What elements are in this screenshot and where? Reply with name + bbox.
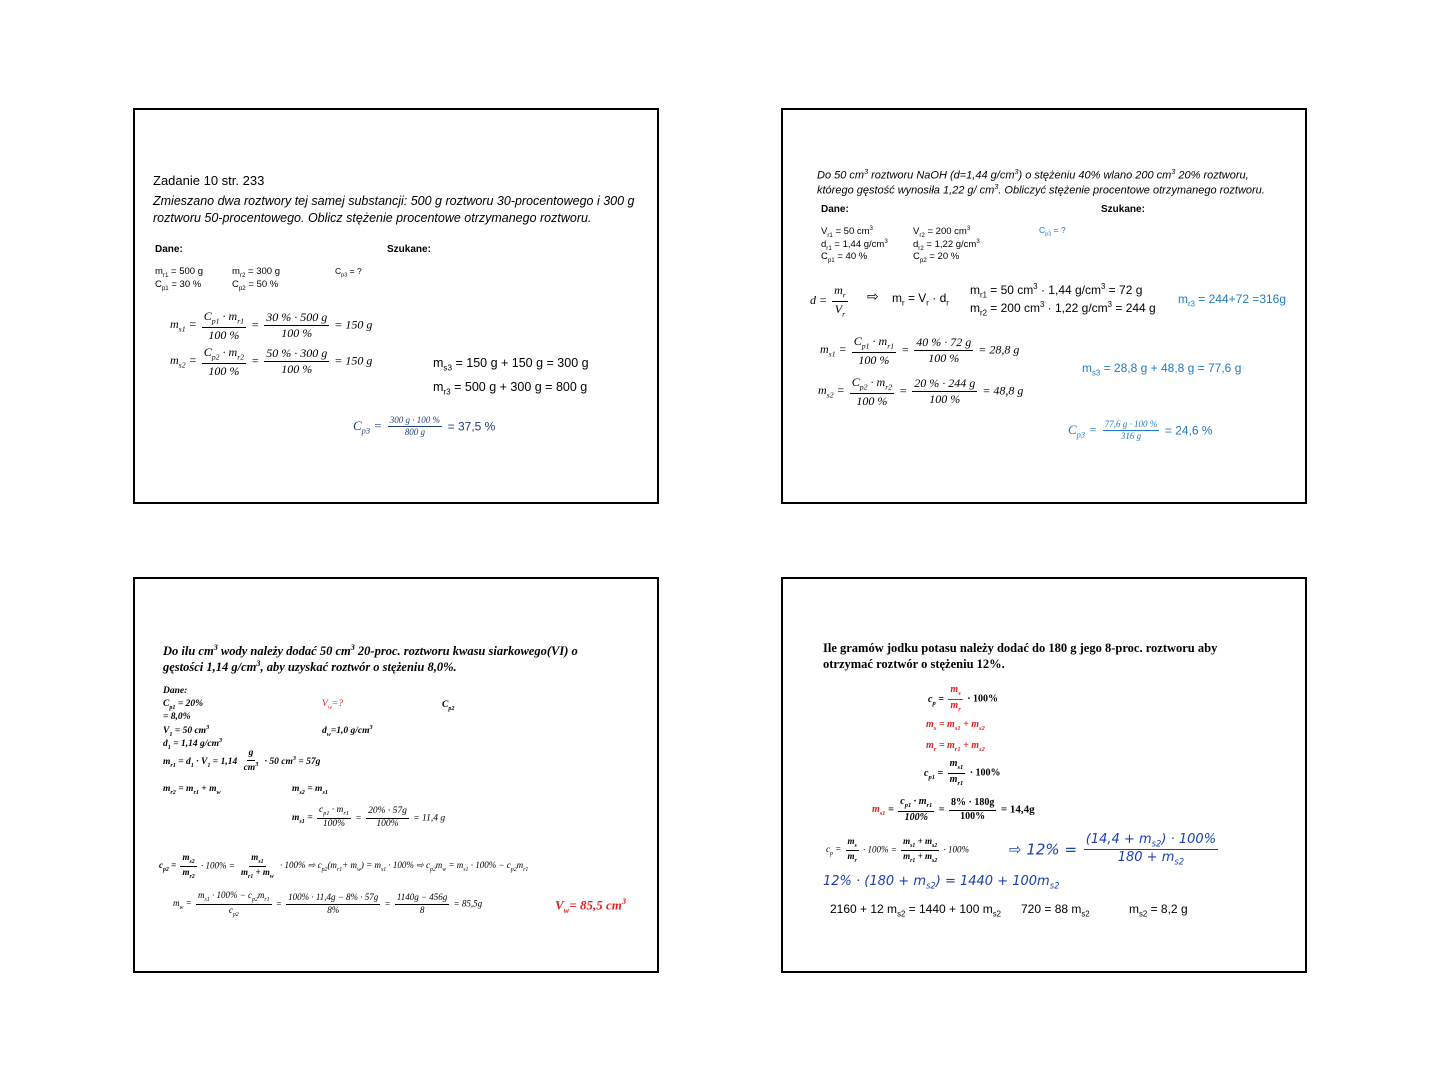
fraction [898, 797, 934, 823]
equation-part: · 100% = [200, 860, 235, 871]
equation-part: · 50 $cm^3 = 57g$ [264, 755, 321, 767]
equation-result: = 48,8 g [982, 383, 1024, 398]
equation-result: = 150 g [334, 353, 373, 368]
fraction-numerator: $m_{s2}$ [180, 853, 196, 867]
slide4-mr-sum: $m_r = m_{r1} + m_{s2}$ [926, 740, 985, 753]
fraction [846, 837, 859, 864]
slide4-handwritten-equation [1009, 833, 1220, 867]
slide2-cp3-equation [1068, 420, 1213, 442]
slide2-vr2: $V_{r2} = 200$ $cm^3$ [913, 225, 971, 240]
slide3-mr2: $m_{r2} = m_{r1} + m_w$ [163, 784, 221, 796]
fraction [914, 336, 973, 364]
fraction-numerator: 50 % · 300 g [266, 346, 328, 361]
fraction-numerator: $C_{p2} \cdot m_{r2}$ [850, 376, 894, 394]
fraction-denominator: 100% [904, 811, 928, 823]
equation-part: $m_{s1}$ = [292, 813, 313, 826]
fraction [202, 346, 246, 377]
equation-result: = 37,5 % [447, 419, 496, 434]
fraction-denominator: $m_{r1}$ [949, 773, 964, 787]
slide3-dw: $d_w=1,0$ $g/cm^3$ [322, 725, 373, 739]
slide-4 [781, 577, 1307, 973]
fraction [901, 837, 939, 864]
slide2-cp1: $C_{p1} = 40$ % [821, 251, 868, 264]
slide3-cp1: $C_{p1} = 20\%$ [163, 699, 204, 711]
slide-3 [133, 577, 659, 973]
fraction-numerator: 1140g − 456g [395, 893, 449, 904]
fraction-numerator: $m_{s1} + m_{s2}$ [901, 837, 939, 851]
fraction-denominator: 100 % [858, 352, 890, 367]
slide1-cp3-equation [353, 416, 495, 438]
fraction-denominator: $V_r$ [834, 301, 846, 318]
fraction-numerator: $m_r$ [832, 284, 848, 302]
fraction-numerator: $m_{s1}$ [249, 853, 265, 867]
slide1-dane-label: Dane: [155, 244, 183, 255]
fraction-numerator: 300 g · 100 % [388, 416, 442, 427]
slide3-answer: $V_w= 85,5$ $cm^3$ [555, 896, 627, 915]
equation-part: $c_p$ = [826, 844, 842, 858]
slide4-problem-line1: Ile gramów jodku potasu należy dodać do 180 g jego 8-proc. roztworu aby [823, 641, 1218, 655]
fraction-denominator: $cm^3$ [243, 761, 259, 774]
slide4-cp-formula [928, 685, 998, 714]
fraction-denominator: $c_{p2}$ [228, 904, 239, 918]
fraction [832, 284, 848, 318]
equation-part: $c_{p2}$ = [159, 860, 177, 874]
fraction-numerator: 100% · 11,4g − 8% · 57g [286, 893, 380, 904]
slide3-cp2-derivation [159, 853, 528, 880]
slide1-ms1-equation: $m_{s1}$ = $\frac{C_{p1} \cdot m_{r1}}{100 \%}$ = $\frac{30 \% \cdot 500 g}{100 \%}$ = 150 g [170, 309, 373, 342]
equation-part: $m_{s1}$ = [170, 317, 197, 334]
equation-part: $c_p$ = [928, 693, 944, 707]
fraction-denominator: 316 g [1120, 431, 1142, 442]
fraction-denominator: 100% [322, 819, 346, 830]
fraction-numerator: $m_{s1} \cdot 100\% - c_{p2}m_{r1}$ [196, 891, 272, 905]
fraction [202, 310, 246, 341]
fraction [949, 798, 996, 822]
slide3-problem-line2: gęstości 1,14 $g/cm^3$, aby uzyskać roztwór o stężeniu 8,0%. [163, 659, 457, 675]
equation-result: = 150 g [334, 317, 373, 332]
fraction-denominator: $m_{r1} + m_{s2}$ [903, 850, 938, 864]
fraction-numerator: $(14,4 + m_{s2}) \cdot 100\%$ [1085, 832, 1217, 849]
fraction [366, 807, 409, 830]
slide3-mw-equation: $m_w$ = $\frac{m_{s1} \cdot 100\% - c_{p2}m_{r1}}{c_{p2}}$ = $\frac{100\% \cdot 11,4g - 8\% \cdot 57g}{8\%}$ = $\frac{1140g - 456g}{8}$ = 85,5g [173, 890, 483, 918]
equation-result: = 24,6 % [1164, 423, 1213, 438]
equation-result: = 14,4g [1000, 803, 1035, 816]
arrow-right-icon: ⇨ [867, 288, 879, 304]
fraction-denominator: 100 % [856, 393, 888, 408]
fraction [264, 311, 329, 339]
fraction-numerator: $C_{p1} \cdot m_{r1}$ [852, 335, 896, 353]
slide4-ms-sum: $m_s = m_{s1} + m_{s2}$ [926, 719, 985, 732]
slide2-mr1-calc: $m_{r1} = 50$ $cm^3 \cdot 1,44$ $g/cm^3 = 72$ g [970, 282, 1143, 300]
slide2-ms1-equation: $m_{s1}$ = $\frac{C_{p1} \cdot m_{r1}}{100 \%}$ = $\frac{40 \% \cdot 72 g}{100 \%}$ = 28,8 g [820, 334, 1020, 367]
fraction-numerator: g [247, 749, 256, 761]
slide1-given-cp2: $C_{p2} = 50$ % [232, 279, 279, 292]
slide3-mr1-equation [163, 749, 320, 774]
equation-result: = 85,5g [453, 898, 483, 909]
equation-part: $c_{p1}$ = [924, 767, 944, 781]
fraction [264, 347, 329, 375]
equation-part: · 100% ⇨ $c_{p2}(m_{r1}+ m_w) = m_{s1} \cdot 100\%$ ⇨ $c_{p2}m_w = m_{s1} \cdot 100\% - c_{p2}m_{r1}$ [280, 860, 529, 874]
slide-1 [133, 108, 659, 504]
fraction [180, 853, 196, 880]
slide3-dane-label: Dane: [163, 686, 188, 696]
fraction-numerator: 20 % · 244 g [914, 376, 976, 391]
fraction [850, 376, 894, 407]
fraction [388, 416, 442, 438]
fraction-numerator: $m_s$ [948, 685, 962, 700]
slide3-d1: $d_1 = 1,14$ $g/cm^3$ [163, 738, 223, 752]
fraction [948, 759, 966, 788]
fraction-numerator: $c_{p1} \cdot m_{r1}$ [898, 797, 934, 812]
fraction-denominator: $m_r$ [950, 699, 961, 713]
fraction-denominator: 8 [419, 904, 425, 915]
slide2-vr1: $V_{r1} = 50$ $cm^3$ [821, 225, 873, 240]
equation-result: = 28,8 g [978, 342, 1020, 357]
fraction-denominator: 100 % [208, 327, 240, 342]
slide1-title: Zadanie 10 str. 233 [153, 173, 265, 188]
slide2-mr-equation: $m_r = V_r \cdot d_r$ [892, 291, 949, 308]
fraction-denominator: 100% [960, 810, 986, 822]
slide1-sought-cp3: $C_{p3}$ = ? [335, 266, 362, 279]
slide4-cp-full-formula [826, 837, 969, 864]
fraction-numerator: 20% · 57g [366, 807, 409, 819]
equation-part: · 100% [967, 693, 999, 705]
fraction-denominator: 100 % [929, 392, 961, 407]
equation-part: ⇨ 12% = [1009, 840, 1078, 859]
fraction [395, 893, 449, 915]
slide4-final-step1: 2160 + 12 $m_{s2} = 1440 + 100$ $m_{s2}$ [830, 902, 1001, 919]
slide4-handwritten-expansion: $12\% \cdot (180 + m_{s2}) = 1440 + 100m_{s2}$ [823, 874, 1060, 891]
fraction [239, 853, 276, 880]
fraction-denominator: $180 + m_{s2}$ [1117, 850, 1185, 868]
equation-part: d = [810, 292, 828, 307]
slide3-ms2: $m_{s2} = m_{s1}$ [292, 784, 328, 796]
equation-part: $m_{s1}$ [872, 804, 886, 818]
fraction [1084, 833, 1218, 867]
fraction-numerator: 8% · 180g [949, 798, 996, 811]
fraction-denominator: 800 g [404, 427, 426, 438]
fraction [242, 749, 261, 774]
slide2-dane-label: Dane: [821, 204, 849, 215]
slide1-given-cp1: $C_{p1} = 30$ % [155, 279, 202, 292]
fraction [1103, 420, 1160, 442]
fraction [196, 891, 272, 918]
equation-part: $m_{s2}$ = [170, 353, 197, 370]
slide1-problem-line1: Zmieszano dwa roztwory tej samej substancji: 500 g roztworu 30-procentowego i 300 g [153, 194, 635, 208]
fraction [948, 685, 962, 714]
equation-part: = [888, 804, 894, 816]
equation-part: $C_{p3}$ = [1068, 422, 1098, 440]
fraction-denominator: 100% [376, 818, 399, 829]
slide4-problem-line2: otrzymać roztwór o stężeniu 12%. [823, 657, 1005, 671]
slide4-final-result: $m_{s2} = 8,2$ g [1129, 902, 1188, 919]
slide3-problem-line1: Do ilu $cm^3$ wody należy dodać 50 $cm^3$ 20-proc. roztworu kwasu siarkowego(VI) o [163, 643, 578, 659]
equation-part: · 100% [943, 844, 969, 855]
slide2-sought: $C_{p3}$ = ? [1039, 225, 1066, 238]
fraction-denominator: $m_r$ [847, 850, 857, 864]
fraction [317, 806, 351, 830]
equation-part: · 100% = [863, 844, 897, 855]
fraction [912, 377, 977, 405]
slide4-final-step2: 720 = 88 $m_{s2}$ [1021, 902, 1090, 919]
slide1-given-mr1: $m_{r1} = 500$ g [155, 266, 204, 279]
fraction-denominator: $m_{r2}$ [182, 866, 195, 880]
slide1-ms3: $m_{s3} = 150$ g + 150 g = 300 g [433, 356, 589, 373]
slide1-given-mr2: $m_{r2} = 300$ g [232, 266, 281, 279]
equation-part: $m_{r1} = d_1 \cdot V_1 = 1,14$ [163, 756, 238, 769]
slide2-dr1: $d_{r1} = 1,44$ $g/cm^3$ [821, 238, 888, 253]
slide1-problem-line2: roztworu 50-procentowego. Oblicz stężenie procentowe otrzymanego roztworu. [153, 211, 592, 225]
equation-part: $C_{p3}$ = [353, 418, 383, 436]
slide3-cp2: $C_{p2}$ [442, 700, 455, 712]
slide2-mr2-calc: $m_{r2} = 200$ $cm^3 \cdot 1,22$ $g/cm^3 = 244$ g [970, 300, 1156, 318]
fraction [286, 893, 380, 915]
slide1-mr3: $m_{r3} = 500$ g + 300 g = 800 g [433, 380, 588, 397]
slide2-ms2-equation: $m_{s2}$ = $\frac{C_{p2} \cdot m_{r2}}{100 \%}$ = $\frac{20 \% \cdot 244 g}{100 \%}$ = 48,8 g [818, 375, 1024, 408]
fraction-numerator: $m_s$ [846, 837, 859, 851]
slide4-cp1-formula [924, 759, 1001, 788]
slide3-eq8: = 8,0% [163, 712, 191, 722]
slide1-szukane-label: Szukane: [387, 244, 431, 255]
fraction-denominator: 8% [327, 904, 340, 915]
slide2-density-formula [810, 284, 850, 318]
fraction-denominator: 100 % [281, 326, 313, 341]
fraction-numerator: $C_{p1} \cdot m_{r1}$ [202, 310, 246, 328]
slide3-ms1-equation: $m_{s1}$ = $\frac{c_{p1} \cdot m_{r1}}{100\%}$ = $\frac{20\% \cdot 57g}{100\%}$ = 11,4 g [292, 805, 446, 830]
equation-part: $m_{s2}$ = [818, 383, 845, 400]
slide4-ms1-equation: $m_{s1}$ = $\frac{c_{p1} \cdot m_{r1}}{100\%}$ = $\frac{8\% \cdot 180g}{100\%}$ = 14,4g [872, 796, 1035, 823]
slide2-dr2: $d_{r2} = 1,22$ $g/cm^3$ [913, 238, 980, 253]
slide2-cp2: $C_{p2} = 20$ % [913, 251, 960, 264]
equation-result: = 11,4 g [413, 813, 446, 824]
fraction-numerator: 40 % · 72 g [916, 335, 972, 350]
slide3-v1: $V_1 = 50$ $cm^3$ [163, 725, 210, 739]
equation-part: $m_{s1}$ = [820, 342, 847, 359]
fraction-denominator: 100 % [281, 362, 313, 377]
slide2-szukane-label: Szukane: [1101, 204, 1145, 215]
fraction-denominator: $m_{r1} + m_w$ [241, 866, 274, 880]
fraction-numerator: $C_{p2} \cdot m_{r2}$ [202, 346, 246, 364]
slide1-ms2-equation: $m_{s2}$ = $\frac{C_{p2} \cdot m_{r2}}{100 \%}$ = $\frac{50 \% \cdot 300 g}{100 \%}$ = 150 g [170, 345, 373, 378]
slide-2 [781, 108, 1307, 504]
slide3-vw: $V_w=$? [322, 699, 344, 711]
fraction-numerator: 77,6 g · 100 % [1103, 420, 1160, 431]
slide2-problem-line2: którego gęstość wynosiła 1,22 g/ $cm^3$. Obliczyć stężenie procentowe otrzymanego roztworu. [817, 183, 1265, 197]
fraction-numerator: 30 % · 500 g [266, 310, 328, 325]
fraction-numerator: $m_{s1}$ [948, 759, 966, 774]
slide2-mr3: $m_{r3} = 244+72 =316g$ [1178, 292, 1287, 309]
fraction-denominator: 100 % [208, 363, 240, 378]
equation-part: · 100% [969, 767, 1001, 779]
slide2-problem-line1: Do 50 $cm^3$ roztworu NaOH (d=1,44 $g/cm^3$) o stężeniu 40% wlano 200 $cm^3$ 20% roztworu, [817, 168, 1249, 182]
fraction-numerator: $c_{p1} \cdot m_{r1}$ [317, 806, 351, 819]
equation-part: $m_w$ = [173, 898, 192, 912]
slide2-ms3: $m_{s3} = 28,8$ g + 48,8 g = 77,6 g [1082, 361, 1242, 378]
fraction-denominator: 100 % [928, 351, 960, 366]
fraction [852, 335, 896, 366]
